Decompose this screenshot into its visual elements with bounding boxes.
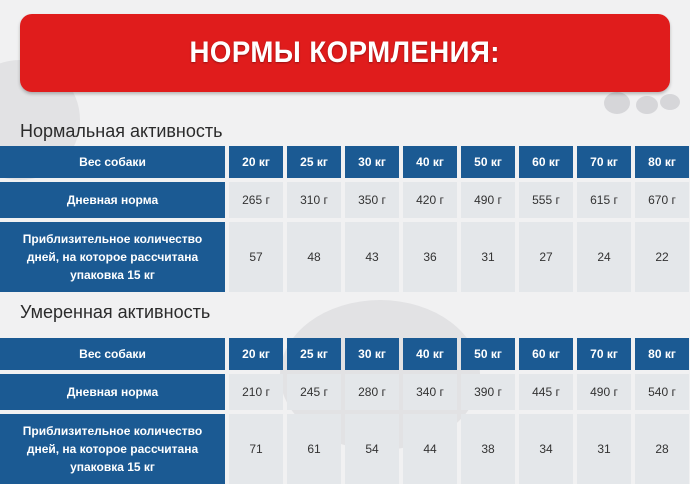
weight-cell: 70 кг [577, 338, 631, 370]
daily-norm-cell: 245 г [287, 374, 341, 410]
section-title-moderate: Умеренная активность [20, 302, 211, 322]
days-cell: 31 [577, 414, 631, 484]
weight-cell: 30 кг [345, 338, 399, 370]
daily-norm-cell: 670 г [635, 182, 689, 218]
days-cell: 38 [461, 414, 515, 484]
banner-title: НОРМЫ КОРМЛЕНИЯ: [189, 36, 501, 69]
daily-norm-cell: 390 г [461, 374, 515, 410]
weight-header: Вес собаки [0, 146, 225, 178]
days-cell: 22 [635, 222, 689, 292]
days-cell: 54 [345, 414, 399, 484]
daily-norm-cell: 310 г [287, 182, 341, 218]
weight-cell: 20 кг [229, 338, 283, 370]
feeding-table-normal [0, 146, 690, 292]
daily-norm-cell: 490 г [577, 374, 631, 410]
weight-header: Вес собаки [0, 338, 225, 370]
weight-cell: 30 кг [345, 146, 399, 178]
weight-cell: 50 кг [461, 146, 515, 178]
days-cell: 36 [403, 222, 457, 292]
weight-cell: 60 кг [519, 146, 573, 178]
weight-cell: 70 кг [577, 146, 631, 178]
paw-print-icon [636, 96, 658, 114]
weight-cell: 25 кг [287, 146, 341, 178]
paw-print-icon [604, 92, 630, 114]
daily-norm-cell: 540 г [635, 374, 689, 410]
days-cell: 31 [461, 222, 515, 292]
daily-norm-label: Дневная норма [0, 182, 225, 218]
daily-norm-cell: 350 г [345, 182, 399, 218]
weight-cell: 25 кг [287, 338, 341, 370]
days-cell: 71 [229, 414, 283, 484]
days-cell: 43 [345, 222, 399, 292]
weight-cell: 80 кг [635, 146, 689, 178]
days-cell: 57 [229, 222, 283, 292]
section-title-normal: Нормальная активность [20, 121, 223, 141]
daily-norm-cell: 490 г [461, 182, 515, 218]
days-cell: 61 [287, 414, 341, 484]
daily-norm-cell: 420 г [403, 182, 457, 218]
weight-cell: 40 кг [403, 146, 457, 178]
daily-norm-cell: 340 г [403, 374, 457, 410]
days-cell: 28 [635, 414, 689, 484]
days-label: Приблизительное количество дней, на которое рассчитана упаковка 15 кг [0, 414, 225, 484]
days-cell: 34 [519, 414, 573, 484]
feeding-table-moderate [0, 338, 690, 484]
days-cell: 44 [403, 414, 457, 484]
daily-norm-cell: 280 г [345, 374, 399, 410]
days-cell: 24 [577, 222, 631, 292]
days-cell: 27 [519, 222, 573, 292]
daily-norm-cell: 210 г [229, 374, 283, 410]
daily-norm-label: Дневная норма [0, 374, 225, 410]
daily-norm-cell: 615 г [577, 182, 631, 218]
days-cell: 48 [287, 222, 341, 292]
weight-cell: 40 кг [403, 338, 457, 370]
weight-cell: 20 кг [229, 146, 283, 178]
weight-cell: 60 кг [519, 338, 573, 370]
weight-cell: 50 кг [461, 338, 515, 370]
weight-cell: 80 кг [635, 338, 689, 370]
daily-norm-cell: 445 г [519, 374, 573, 410]
daily-norm-cell: 265 г [229, 182, 283, 218]
paw-print-icon [660, 94, 680, 110]
title-banner [20, 14, 670, 92]
daily-norm-cell: 555 г [519, 182, 573, 218]
days-label: Приблизительное количество дней, на которое рассчитана упаковка 15 кг [0, 222, 225, 292]
